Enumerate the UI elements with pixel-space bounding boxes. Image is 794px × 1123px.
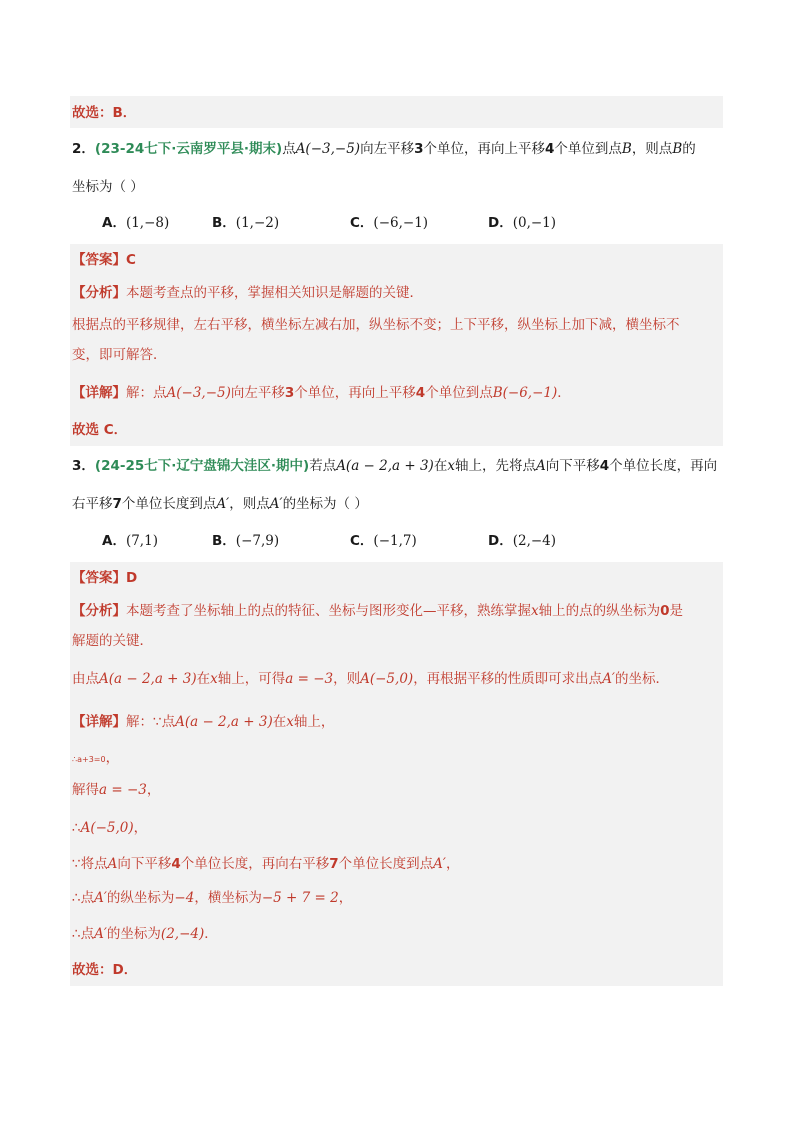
answer-value: D	[126, 570, 138, 586]
q3-detail-7	[70, 924, 723, 944]
detail-text: 在	[272, 714, 287, 730]
detail-math: ∴a+3=0	[72, 755, 106, 764]
option-value: (−1,7)	[373, 533, 417, 549]
option-label: B．	[212, 533, 236, 549]
option-label: A．	[102, 215, 126, 231]
detail-number: 4	[171, 856, 181, 872]
q2-stem-text: 点	[282, 141, 296, 157]
q3-point-A: A(a − 2,a + 3)	[336, 458, 434, 474]
detail-text: ，	[146, 782, 161, 798]
q3-point-prime: A′	[269, 496, 283, 512]
analysis-math: A′	[602, 671, 616, 687]
detail-number: 4	[415, 385, 426, 401]
q2-number-1: 3	[414, 141, 424, 157]
q2-point-A: A(−3,−5)	[295, 141, 361, 157]
analysis-text: 是	[669, 603, 684, 619]
detail-math: A′	[94, 890, 107, 906]
analysis-text: 轴上的点的纵坐标为	[538, 603, 661, 619]
q3-stem-text: ，则点	[229, 496, 270, 512]
q3-stem-line2	[70, 494, 723, 514]
option-label: D．	[488, 533, 513, 549]
analysis-text: ，则	[333, 671, 361, 687]
detail-text: 解：∵点	[126, 714, 176, 730]
q3-detail-6	[70, 888, 723, 908]
analysis-tag: 【分析】	[72, 285, 126, 301]
option-value: (1,−8)	[125, 215, 170, 231]
q3-source: (24-25七下·辽宁盘锦大洼区·期中)	[94, 458, 310, 474]
detail-text: ∴点	[72, 890, 95, 906]
q3-option-b[interactable]	[212, 531, 279, 551]
prev-conclusion	[70, 103, 723, 123]
option-value: (2,−4)	[512, 533, 557, 549]
analysis-text: 的坐标．	[615, 671, 670, 687]
analysis-math: a = −3	[285, 671, 334, 687]
q3-detail-4	[70, 818, 723, 838]
q2-point-B: B	[621, 141, 632, 157]
q3-point-prime: A′	[216, 496, 230, 512]
q3-detail-2	[70, 748, 723, 770]
q3-point: A	[535, 458, 546, 474]
detail-math: A	[107, 856, 118, 872]
q3-stem-text: 右平移	[72, 496, 113, 512]
detail-math: A′	[94, 926, 107, 942]
analysis-math: A(−5,0)	[360, 671, 414, 687]
q3-stem-text: 若点	[309, 458, 337, 474]
q2-number: 2．	[72, 141, 95, 157]
detail-text: 的纵坐标为	[106, 890, 175, 906]
q3-answer	[70, 568, 723, 588]
q2-point-B: B	[672, 141, 683, 157]
detail-math: B(−6,−1)	[492, 385, 558, 401]
q3-stem-text: 个单位长度到点	[121, 496, 217, 512]
detail-math: A(−3,−5)	[166, 385, 231, 401]
q2-stem-text: 的	[682, 141, 696, 157]
detail-text: ．	[204, 926, 218, 942]
q3-number-1: 4	[599, 458, 610, 474]
detail-math: −5 + 7 = 2	[261, 890, 339, 906]
detail-text: ∴点	[72, 926, 95, 942]
detail-math: −4	[174, 890, 195, 906]
analysis-text: 由点	[72, 671, 99, 687]
detail-math: x	[286, 714, 294, 730]
option-label: A．	[102, 533, 126, 549]
detail-math: A(−5,0)	[80, 820, 134, 836]
q3-stem-line1	[70, 456, 723, 476]
q2-detail	[70, 383, 723, 403]
analysis-text: 变，即可解答．	[72, 347, 167, 363]
detail-text: ，横坐标为	[194, 890, 262, 906]
q3-stem-text: 轴上，先将点	[454, 458, 536, 474]
q3-number: 3．	[72, 458, 95, 474]
q2-option-a[interactable]	[102, 213, 169, 233]
detail-text: 解得	[72, 782, 99, 798]
detail-tag: 【详解】	[72, 385, 126, 401]
detail-math: A′	[433, 856, 446, 872]
detail-text: 个单位，再向上平移	[294, 385, 416, 401]
analysis-text: 在	[196, 671, 211, 687]
q2-stem-text: 个单位，再向上平移	[423, 141, 545, 157]
detail-math: A(a − 2,a + 3)	[175, 714, 273, 730]
analysis-text: 本题考查点的平移，掌握相关知识是解题的关键．	[126, 285, 423, 301]
analysis-text: ，再根据平移的性质即可求出点	[413, 671, 603, 687]
detail-text: 的坐标为	[106, 926, 161, 942]
detail-text: 向左平移	[230, 385, 285, 401]
q3-option-d[interactable]	[488, 531, 556, 551]
q2-number-2: 4	[544, 141, 555, 157]
q3-stem-text: 在	[433, 458, 448, 474]
q3-stem-text: 的坐标为（ ）	[282, 496, 368, 512]
prev-conclusion-text: 故选：B．	[72, 105, 137, 121]
analysis-math: A(a − 2,a + 3)	[99, 671, 197, 687]
detail-text: 解：点	[126, 385, 167, 401]
detail-text: 向下平移	[117, 856, 172, 872]
analysis-tag: 【分析】	[72, 603, 126, 619]
option-label: C．	[350, 215, 374, 231]
q3-stem-text: 个单位长度，再向	[609, 458, 718, 474]
q3-axis: x	[447, 458, 455, 474]
detail-number: 3	[284, 385, 295, 401]
q3-number-2: 7	[112, 496, 122, 512]
analysis-text: 轴上，可得	[217, 671, 286, 687]
detail-text: ，	[133, 820, 148, 836]
conclusion-text: 故选：D．	[72, 962, 138, 978]
q3-analysis-1	[70, 601, 723, 621]
answer-tag: 【答案】	[72, 570, 126, 586]
q3-conclusion	[70, 960, 723, 980]
detail-text: ，	[338, 890, 353, 906]
option-value: (1,−2)	[235, 215, 280, 231]
option-value: (7,1)	[125, 533, 158, 549]
detail-math: a = −3	[99, 782, 147, 798]
analysis-math: x	[531, 603, 539, 619]
q2-analysis-1	[70, 283, 723, 303]
q3-solution-band	[70, 562, 723, 986]
q3-stem-text: 向下平移	[545, 458, 600, 474]
option-value: (−7,9)	[235, 533, 280, 549]
q2-option-c[interactable]	[350, 213, 428, 233]
q2-stem-text: 向左平移	[360, 141, 415, 157]
q2-conclusion	[70, 420, 723, 440]
detail-text: ，	[445, 856, 460, 872]
analysis-math: x	[210, 671, 218, 687]
detail-text: 个单位到点	[425, 385, 493, 401]
answer-value: C	[126, 252, 136, 268]
answer-tag: 【答案】	[72, 252, 126, 268]
q3-option-c[interactable]	[350, 531, 417, 551]
detail-text: ，	[105, 750, 120, 766]
q3-analysis-2	[70, 631, 723, 651]
conclusion-text: 故选 C．	[72, 422, 128, 438]
analysis-number: 0	[660, 603, 670, 619]
detail-text: 轴上，	[293, 714, 335, 730]
q3-detail-3	[70, 780, 723, 800]
q2-stem-line2	[70, 177, 723, 197]
q2-answer	[70, 250, 723, 270]
q3-analysis-3	[70, 669, 723, 689]
detail-tag: 【详解】	[72, 714, 126, 730]
option-label: C．	[350, 533, 374, 549]
q2-analysis-2	[70, 315, 723, 335]
detail-text: 个单位长度，再向右平移	[180, 856, 330, 872]
analysis-text: 根据点的平移规律，左右平移，横坐标左减右加，纵坐标不变；上下平移，纵坐标上加下减，横坐标不	[72, 317, 680, 333]
q2-source: (23-24七下·云南罗平县·期末)	[94, 141, 283, 157]
detail-text: ∴	[72, 820, 81, 836]
option-label: B．	[212, 215, 236, 231]
q3-option-a[interactable]	[102, 531, 158, 551]
option-value: (0,−1)	[512, 215, 557, 231]
q2-option-b[interactable]	[212, 213, 279, 233]
q2-option-d[interactable]	[488, 213, 556, 233]
analysis-text: 本题考查了坐标轴上的点的特征、坐标与图形变化—平移，熟练掌握	[126, 603, 531, 619]
q2-stem-text: 坐标为（ ）	[72, 179, 144, 195]
detail-text: 个单位长度到点	[338, 856, 434, 872]
detail-text: ∵将点	[72, 856, 108, 872]
q2-stem-text: 个单位到点	[554, 141, 622, 157]
detail-number: 7	[329, 856, 339, 872]
analysis-text: 解题的关键．	[72, 633, 153, 649]
q2-stem-line1	[70, 139, 723, 159]
q2-analysis-3	[70, 345, 723, 365]
option-value: (−6,−1)	[373, 215, 429, 231]
q2-stem-text: ，则点	[631, 141, 673, 157]
q3-detail-1	[70, 712, 723, 732]
q3-detail-5	[70, 854, 723, 874]
detail-math: (2,−4)	[160, 926, 205, 942]
option-label: D．	[488, 215, 513, 231]
detail-text: ．	[557, 385, 571, 401]
